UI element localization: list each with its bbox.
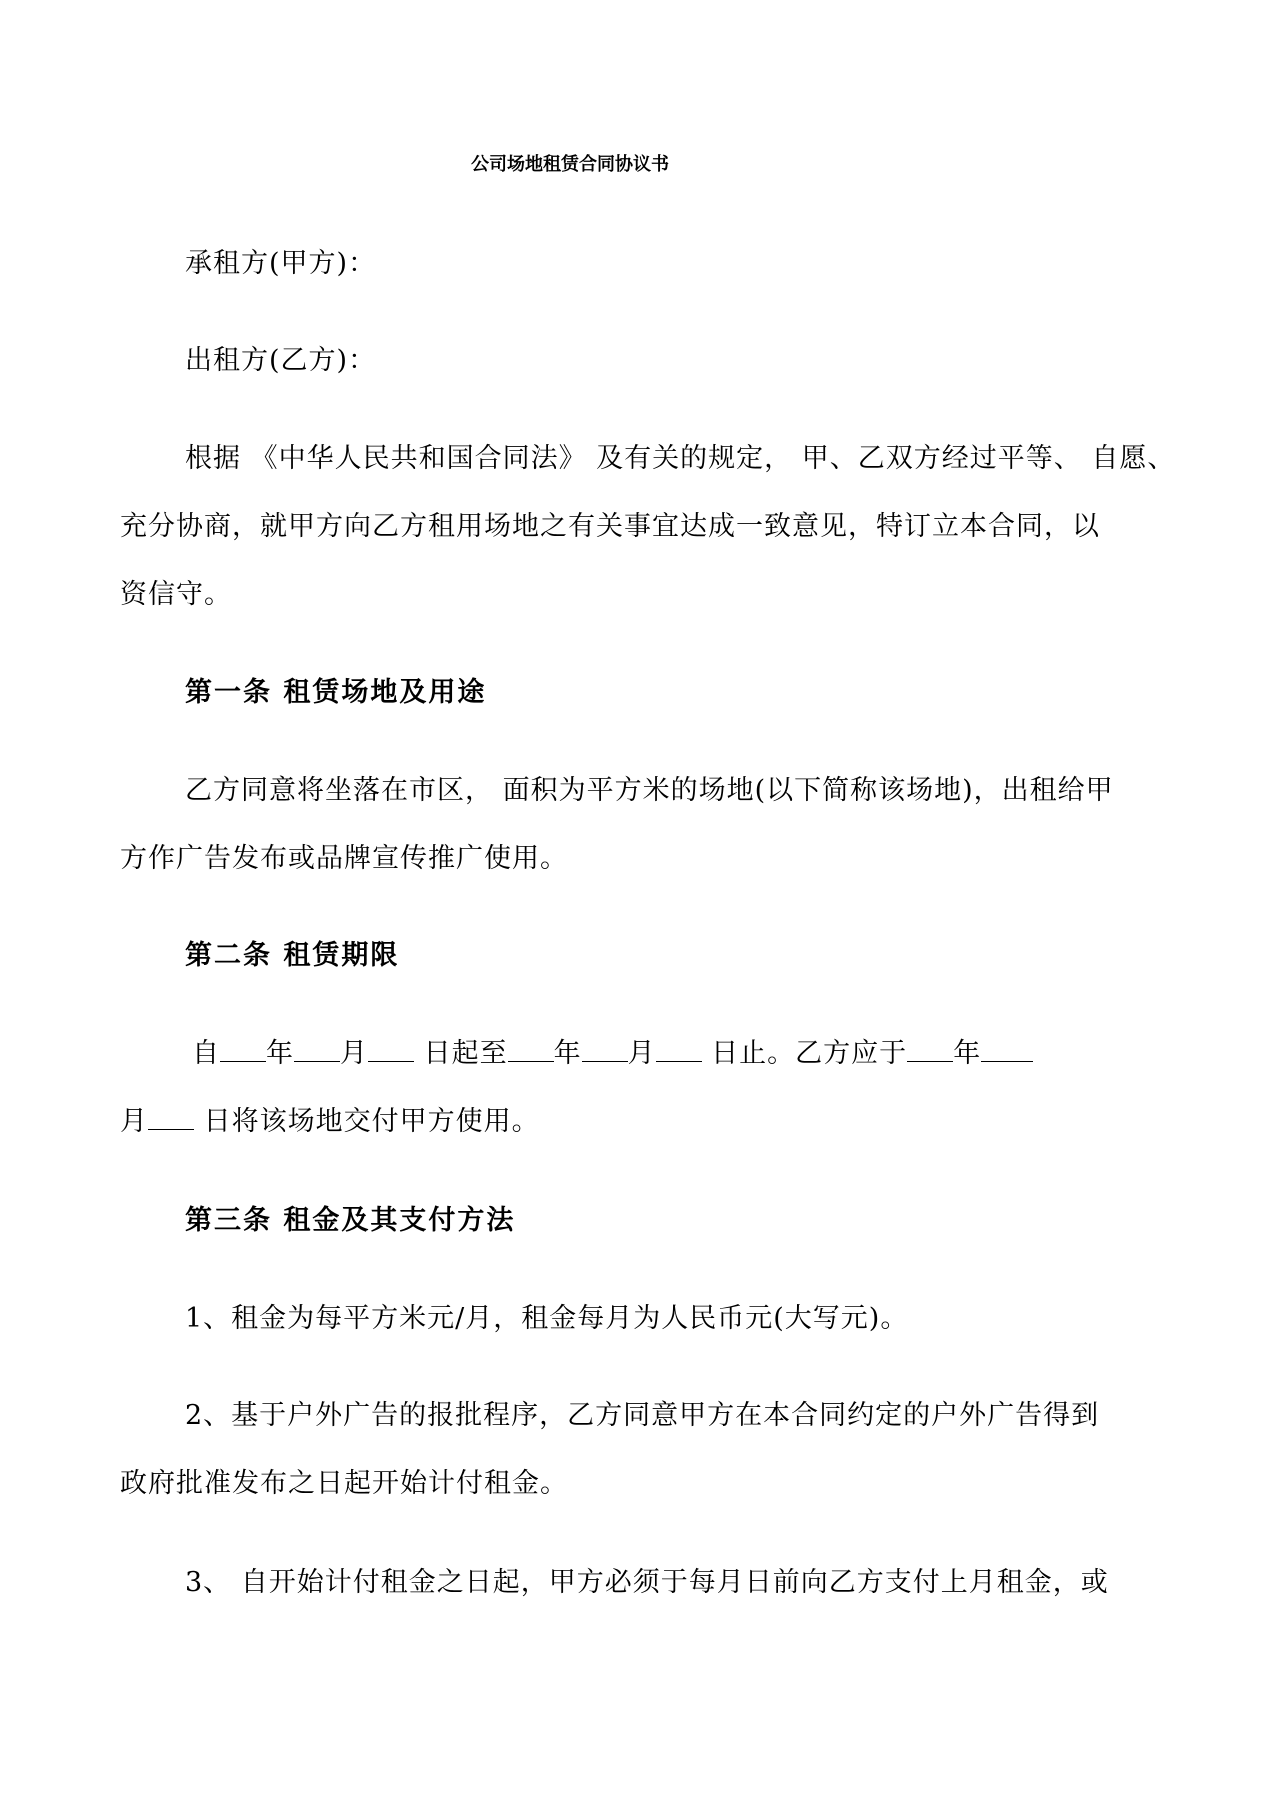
- end-month-blank: [582, 1035, 628, 1062]
- article-3-heading: 第三条 租金及其支付方法: [185, 1205, 516, 1236]
- day-blank: [368, 1035, 414, 1062]
- label-year-3: 年: [953, 1038, 982, 1069]
- month-blank: [294, 1035, 340, 1062]
- article-2-line-1: [192, 1023, 1177, 1085]
- article-3-item-2-line-1: 2、基于户外广告的报批程序，乙方同意甲方在本合同约定的户外广告得到: [185, 1400, 1100, 1431]
- handover-day-blank: [148, 1103, 194, 1130]
- label-end-day: 日止。乙方应于: [701, 1038, 908, 1069]
- label-year: 年: [266, 1038, 294, 1069]
- article-2-heading: 第二条 租赁期限: [185, 940, 400, 971]
- lessee-line: 承租方(甲方)：: [185, 248, 377, 279]
- year-blank: [220, 1035, 266, 1062]
- preamble-line-2: 充分协商，就甲方向乙方租用场地之有关事宜达成一致意见，特订立本合同，以: [120, 511, 1100, 542]
- label-start-day: 日起至: [414, 1038, 508, 1069]
- preamble-line-3: 资信守。: [120, 579, 232, 610]
- handover-year-blank: [907, 1035, 953, 1062]
- label-from: 自: [192, 1038, 220, 1069]
- article-3-item-2-line-2: 政府批准发布之日起开始计付租金。: [120, 1468, 568, 1499]
- article-1-line-1: 乙方同意将坐落在市区， 面积为平方米的场地(以下简称该场地)，出租给甲: [185, 775, 1114, 806]
- label-month-3: 月: [120, 1106, 148, 1137]
- label-handover: 日将该场地交付甲方使用。: [194, 1106, 540, 1137]
- article-3-item-1: 1、租金为每平方米元/月，租金每月为人民币元(大写元)。: [185, 1303, 909, 1334]
- document-title: 公司场地租赁合同协议书: [471, 154, 669, 175]
- label-month-2: 月: [627, 1038, 656, 1069]
- article-2-line-2: [120, 1091, 1170, 1153]
- article-1-line-2: 方作广告发布或品牌宣传推广使用。: [120, 843, 568, 874]
- article-3-item-3: 3、 自开始计付租金之日起，甲方必须于每月日前向乙方支付上月租金，或: [185, 1567, 1109, 1598]
- end-day-blank: [656, 1035, 702, 1062]
- lessor-line: 出租方(乙方)：: [185, 345, 377, 376]
- preamble-line-1: 根据 《中华人民共和国合同法》 及有关的规定， 甲、乙双方经过平等、 自愿、: [185, 443, 1176, 474]
- article-1-heading: 第一条 租赁场地及用途: [185, 677, 487, 708]
- label-year-2: 年: [553, 1038, 582, 1069]
- end-year-blank: [508, 1035, 554, 1062]
- handover-month-blank: [981, 1035, 1033, 1062]
- label-month: 月: [340, 1038, 368, 1069]
